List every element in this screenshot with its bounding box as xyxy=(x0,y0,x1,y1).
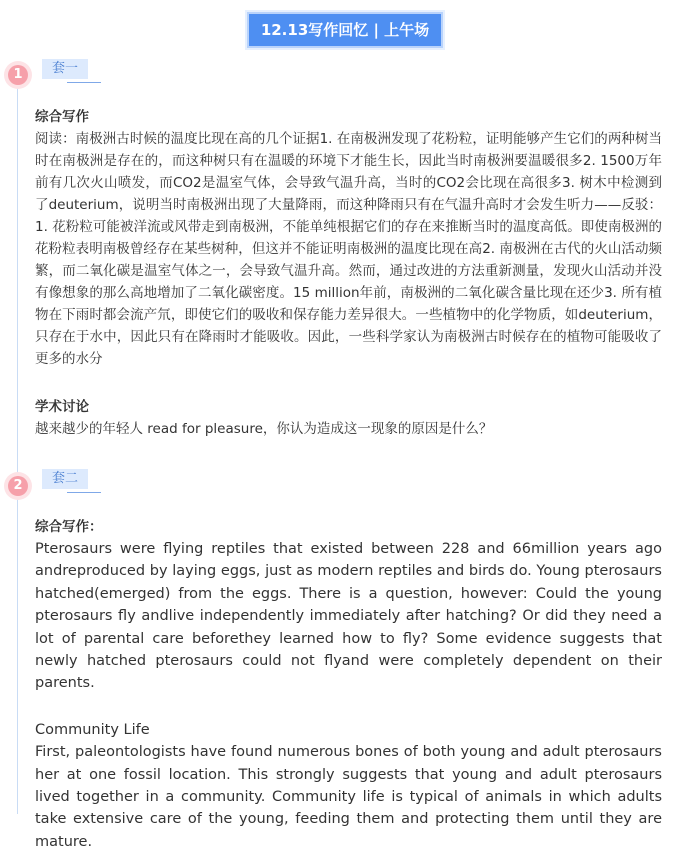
academic-discussion-text: 越来越少的年轻人 read for pleasure，你认为造成这一现象的原因是什么？ xyxy=(35,421,493,437)
page-title: 12.13写作回忆 | 上午场 xyxy=(247,12,443,48)
integrated-writing-heading: 综合写作 xyxy=(35,109,89,125)
section-2-content xyxy=(35,516,662,853)
integrated-writing-text: 阅读：南极洲古时候的温度比现在高的几个证据1. 在南极洲发现了花粉粒，证明能够产生它们的两种树当时在南极洲是存在的，而这种树只有在温暖的环境下才能生长，因此当时南极洲要温暖很多2. 1500万年前有几次火山喷发，而CO2是温室气体，会导致气温升高，当时的CO2会比现在高很多3. 树木中检测到了deuterium，说明当时南极洲出现了大量降雨，而这种降雨只有在气温升高时才会发生听力——反驳：1. 花粉粒可能被洋流或风带走到南极洲，不能单纯根据它们的存在来推断当时的温度高低。即使南极洲的花粉粒表明南极曾经存在某些树种，但这并不能证明南极洲的温度比现在高2. 南极洲在古代的火山活动频繁，而二氧化碳是温室气体之一，会导致气温升高。然而，通过改进的方法重新测量，发现火山活动并没有像想象的那么高地增加了二氧化碳密度。15 million年前，南极洲的二氧化碳含量比现在还少3. 所有植物在下雨时都会流产氘，即使它们的吸收和保存能力差异很大。一些植物中的化学物质，如deuterium，只存在于水中，因此只有在降雨时才能吸收。因此，一些科学家认为南极洲古时候存在的植物可能吸收了更多的水分 xyxy=(35,131,662,367)
section-2-marker xyxy=(4,472,32,500)
title-banner-wrap xyxy=(0,12,690,48)
timeline-line xyxy=(17,74,18,814)
set-1-underline xyxy=(67,82,101,83)
set-2-underline xyxy=(67,492,101,493)
set-2-tag: 套二 xyxy=(42,469,88,489)
integrated-writing-heading: 综合写作： xyxy=(35,519,103,535)
academic-discussion-heading: 学术讨论 xyxy=(35,399,89,415)
section-1-content xyxy=(35,106,662,440)
integrated-writing-text: Pterosaurs were flying reptiles that existed between 228 and 66million years ago andreproduced by laying eggs, just as modern reptiles and birds do. Young pterosaurs hatched(emerged) from the eggs. There is a question, however: Could the young pterosaurs fly andlive independently immediately after hatching? Or did they need a lot of parental care beforethey learned how to fly? Some evidence suggests that newly hatched pterosaurs could not flyand were completely dependent on their parents. xyxy=(35,541,662,692)
community-life-heading: Community Life xyxy=(35,721,150,738)
set-1-tag: 套一 xyxy=(42,59,88,79)
section-1-marker xyxy=(4,61,32,89)
community-life-text: First, paleontologists have found numerous bones of both young and adult pterosaurs her at one fossil location. This strongly suggests that young and adult pterosaurs lived together in a community. Community life is typical of animals in which adults take extensive care of the young, feeding them and protecting them until they are mature. xyxy=(35,744,662,850)
section-number: 1 xyxy=(8,65,28,85)
section-number: 2 xyxy=(8,476,28,496)
